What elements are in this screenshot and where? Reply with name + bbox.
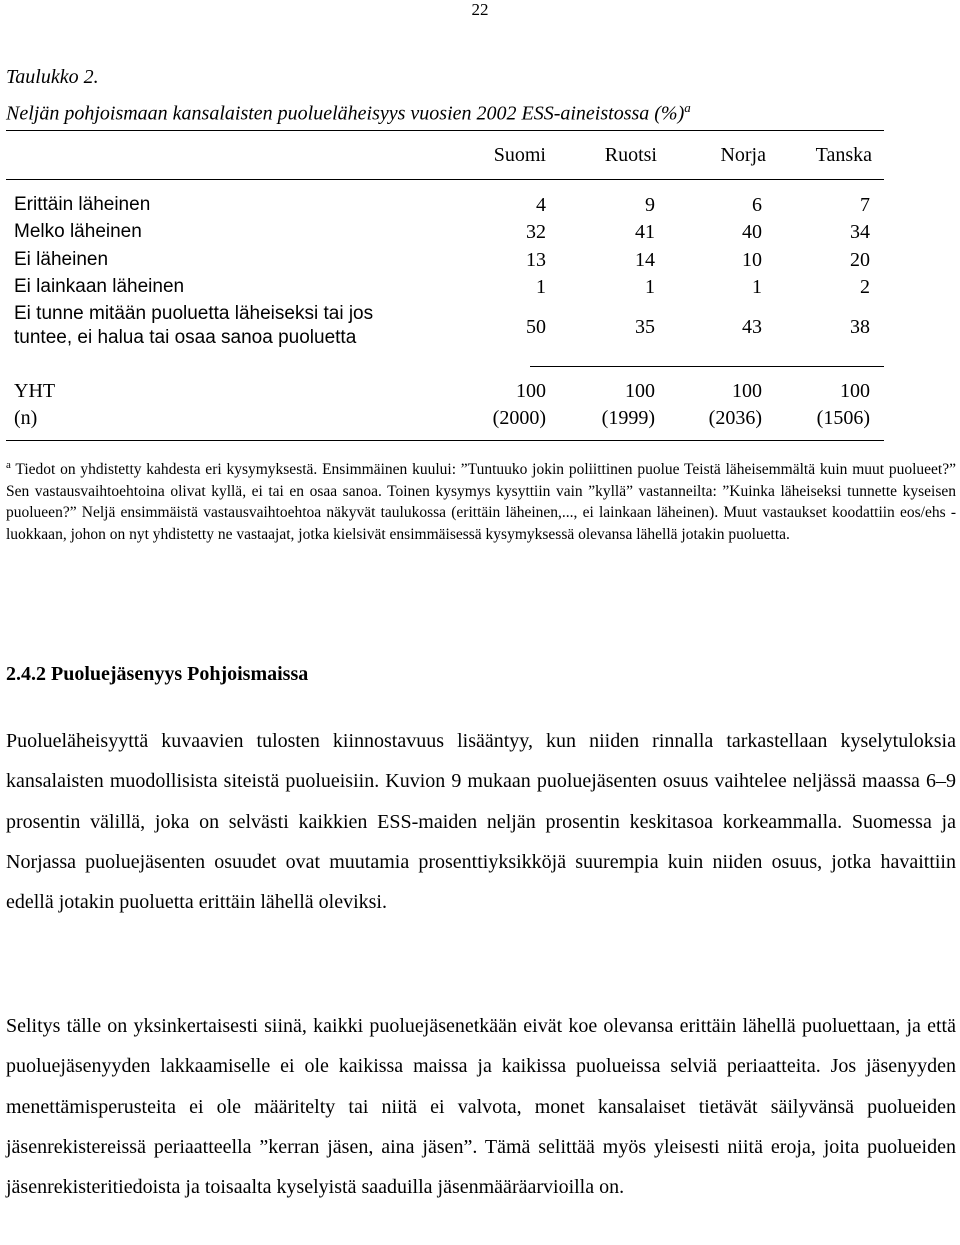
title-footnote-marker: a (684, 100, 691, 115)
body-paragraph: Puolueläheisyyttä kuvaavien tulosten kiinnostavuus lisääntyy, kun niiden rinnalla tarkastellaan kyselytuloksia kansalaisten muodollisista siteistä puolueisiin. Kuvion 9 mukaan puoluejäsenten osuus vaihtelee neljässä maassa 6–9 prosentin välillä, joka on selvästi kaikkien ESS-maiden neljän prosentin keskitasoa korkeammalla. Suomessa ja Norjassa puoluejäsenten osuudet ovat muutamia prosenttiyksikköjä suurempia kuin niiden osuus, jotka havaittiin edellä jotakin puoluetta erittäin lähellä oleviksi. (6, 730, 956, 914)
cell-value: 34 (850, 221, 870, 243)
cell-value: 2 (860, 276, 870, 298)
cell-value: 7 (860, 194, 870, 216)
cell-value: 38 (850, 316, 870, 338)
total-value: 100 (732, 380, 762, 402)
cell-value: 41 (635, 221, 655, 243)
footnote-text: Tiedot on yhdistetty kahdesta eri kysymyksestä. Ensimmäinen kuului: ”Tuntuuko jokin poliittinen puolue Teistä läheisemmältä kuin muut puolueet?” Sen vastausvaihtoehtoina olivat kyllä, ei tai en osaa sanoa. Toinen kysymys kysyttiin vain ”kyllä” vastanneilta: ”Kuinka läheiseksi tunnette kyseisen puolueen?” Neljä ensimmäistä vastausvaihtoehtoa näkyvät taulukossa (erittäin läheinen,..., ei lainkaan läheinen). Muut vastaukset koodattiin eos/ehs -luokkaan, johon on nyt yhdistetty ne vastaajat, jotka kielsivät ensimmäisessä kysymyksessä olevansa lähellä jotakin puoluetta. (6, 461, 956, 543)
body-paragraph: Selitys tälle on yksinkertaisesti siinä, kaikki puoluejäsenetkään eivät koe olevansa erittäin lähellä puoluettaan, ja että puoluejäsenyyden lakkaamiselle ei ole kaikissa maissa ja kaikissa puolueissa selviä periaatteita. Jos jäsenyyden menettämisperusteita ei ole määritelty tai niitä ei valvota, monet kansalaiset tietävät säilyvänsä puolueiden jäsenrekistereissä periaatteella ”kerran jäsen, aina jäsen”. Tämä selittää myös yleisesti niitä eroja, joita puolueiden jäsenrekisteritiedoista ja toisaalta kyselyistä saaduilla jäsenmääräarvioilla on. (6, 1015, 956, 1199)
table-bottom-rule (6, 440, 884, 441)
cell-value: 32 (526, 221, 546, 243)
column-header-tanska: Tanska (815, 144, 872, 166)
cell-value: 1 (752, 276, 762, 298)
row-label-line: tuntee, ei halua tai osaa sanoa puoluetta (14, 327, 357, 348)
cell-value: 50 (526, 316, 546, 338)
row-label: Erittäin läheinen (14, 194, 151, 215)
n-value: (2036) (708, 407, 762, 429)
n-value: (2000) (492, 407, 546, 429)
column-header-norja: Norja (720, 144, 766, 166)
table-top-rule (6, 130, 884, 131)
total-value: 100 (625, 380, 655, 402)
row-label: Melko läheinen (14, 221, 142, 242)
cell-value: 43 (742, 316, 762, 338)
row-label: Ei lainkaan läheinen (14, 276, 185, 297)
total-value: 100 (840, 380, 870, 402)
cell-value: 20 (850, 249, 870, 271)
cell-value: 35 (635, 316, 655, 338)
column-header-suomi: Suomi (493, 144, 546, 166)
footnote-marker: a (6, 459, 11, 471)
cell-value: 40 (742, 221, 762, 243)
row-label: Ei läheinen (14, 249, 109, 270)
row-label-multiline (14, 302, 373, 350)
cell-value: 6 (752, 194, 762, 216)
section-heading: 2.4.2 Puoluejäsenyys Pohjoismaissa (6, 663, 309, 685)
total-label: YHT (14, 380, 56, 402)
page-number: 22 (471, 0, 489, 19)
column-header-ruotsi: Ruotsi (604, 144, 657, 166)
subtotal-rule (530, 366, 884, 367)
n-value: (1506) (816, 407, 870, 429)
table-label: Taulukko 2. (6, 66, 99, 88)
cell-value: 13 (526, 249, 546, 271)
table-title (6, 96, 691, 126)
cell-value: 10 (742, 249, 762, 271)
cell-value: 1 (536, 276, 546, 298)
row-label-line: Ei tunne mitään puoluetta läheiseksi tai jos (14, 303, 374, 324)
n-label: (n) (14, 407, 38, 429)
cell-value: 1 (645, 276, 655, 298)
table-title-text: Neljän pohjoismaan kansalaisten puolueläheisyys vuosien 2002 ESS-aineistossa (%) (6, 102, 685, 125)
total-value: 100 (516, 380, 546, 402)
table-footnote (6, 455, 956, 546)
n-value: (1999) (601, 407, 655, 429)
cell-value: 9 (645, 194, 655, 216)
cell-value: 14 (635, 249, 655, 271)
header-rule (6, 179, 884, 180)
cell-value: 4 (536, 194, 546, 216)
